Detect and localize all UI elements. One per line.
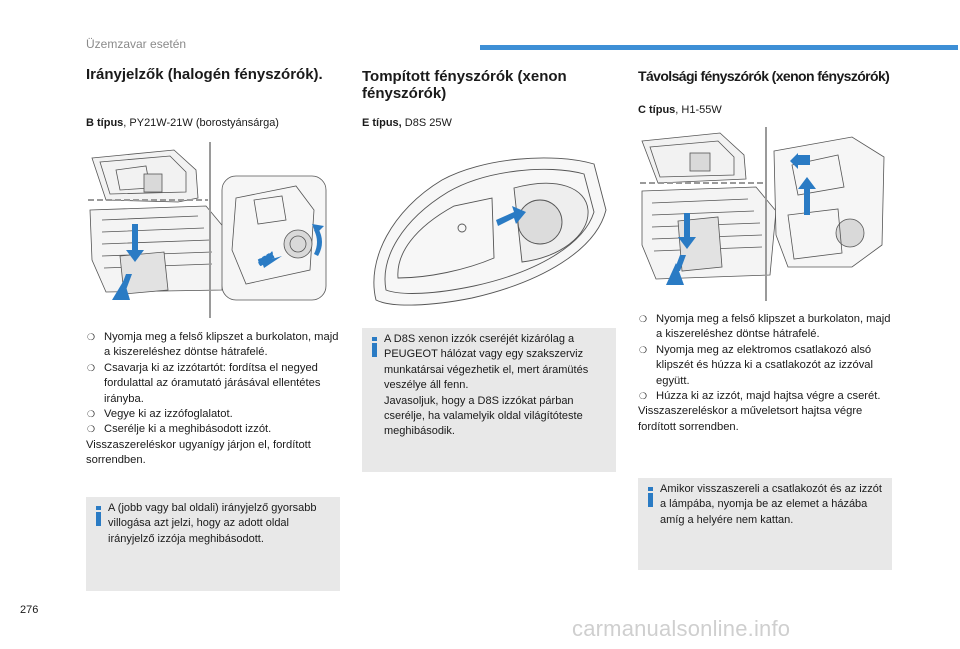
- col1-type-value: , PY21W-21W (borostyánsárga): [123, 117, 279, 129]
- col1-note-box: [86, 497, 340, 591]
- list-item: ❍ Csavarja ki az izzótartót: fordítsa el negyed fordulattal az óramutató járásával ellentétes irányba.: [87, 361, 321, 405]
- bullet-icon: ❍: [639, 344, 648, 355]
- list-item: ❍ Nyomja meg a felső klipszet a burkolaton, majd a kiszereléshez döntse hátrafelé.: [87, 331, 339, 359]
- col3-note-text: Amikor visszaszereli a csatlakozót és az izzót a lámpába, nyomja be az elemet a házába amíg a helyére nem kattan.: [660, 483, 882, 526]
- col1-tail-text: Visszaszereléskor ugyanígy járjon el, fordított sorrendben.: [86, 438, 311, 467]
- col1-type: [86, 117, 279, 129]
- col1-title: Irányjelzők (halogén fényszórók).: [86, 66, 323, 83]
- watermark: carmanualsonline.info: [572, 616, 791, 641]
- col2-note-box: [362, 328, 616, 472]
- list-item: ❍ Nyomja meg az elektromos csatlakozó alsó klipszét és húzza ki a csatlakozót az izzóval együtt.: [639, 343, 874, 387]
- col2-type: [362, 117, 452, 129]
- col3-type-label: C típus: [638, 104, 676, 116]
- list-item: ❍ Cserélje ki a meghibásodott izzót.: [86, 422, 341, 437]
- section-label: Üzemzavar esetén: [86, 37, 187, 51]
- col2-title: Tompított fényszórók (xenon fényszórók): [362, 68, 567, 102]
- col3-note-box: [638, 478, 892, 570]
- bullet-icon: ❍: [87, 409, 96, 420]
- bullet-icon: ❍: [639, 391, 648, 402]
- header-accent-bar: [480, 45, 958, 50]
- list-item: ❍ Nyomja meg a felső klipszet a burkolaton, majd a kiszereléshez döntse hátrafelé.: [639, 313, 891, 341]
- col3-type: [638, 104, 722, 116]
- bullet-icon: ❍: [87, 332, 96, 342]
- col1-note-text: A (jobb vagy bal oldali) irányjelző gyorsabb villogása azt jelzi, hogy az adott oldal irányjelző izzója meghibásodott.: [108, 502, 317, 545]
- high-beam-illustration: [638, 125, 892, 303]
- col1-steps: [86, 330, 341, 469]
- info-icon: [646, 487, 656, 507]
- list-item: ❍ Vegye ki az izzófoglalatot.: [86, 407, 341, 422]
- turn-signal-illustration: [86, 140, 341, 320]
- col1-type-label: B típus: [86, 117, 124, 129]
- bullet-icon: ❍: [87, 424, 96, 435]
- col2-type-value: D8S 25W: [401, 117, 452, 129]
- info-icon: [94, 506, 104, 526]
- col3-type-value: , H1-55W: [675, 104, 722, 116]
- col3-steps: [638, 312, 893, 435]
- bullet-icon: ❍: [87, 362, 96, 373]
- info-icon: [370, 337, 380, 357]
- col3-title: Távolsági fényszórók (xenon fényszórók): [638, 68, 890, 84]
- col3-tail-text: Visszaszereléskor a műveletsort hajtsa végre fordított sorrendben.: [638, 405, 863, 433]
- xenon-headlamp-illustration: [362, 150, 612, 310]
- list-item: ❍ Húzza ki az izzót, majd hajtsa végre a cserét.: [638, 389, 893, 404]
- col2-type-label: E típus,: [362, 117, 402, 129]
- col2-note-text: A D8S xenon izzók cseréjét kizárólag a PEUGEOT hálózat vagy egy szakszerviz munkatársai végezhetik el, mert áramütés veszélye áll fenn. Javasoljuk, hogy a D8S izzókat párban cserélje, ha valamelyik oldal világítóteste meghibásodik.: [384, 333, 589, 438]
- bullet-icon: ❍: [639, 314, 648, 324]
- page-number: 276: [20, 604, 39, 616]
